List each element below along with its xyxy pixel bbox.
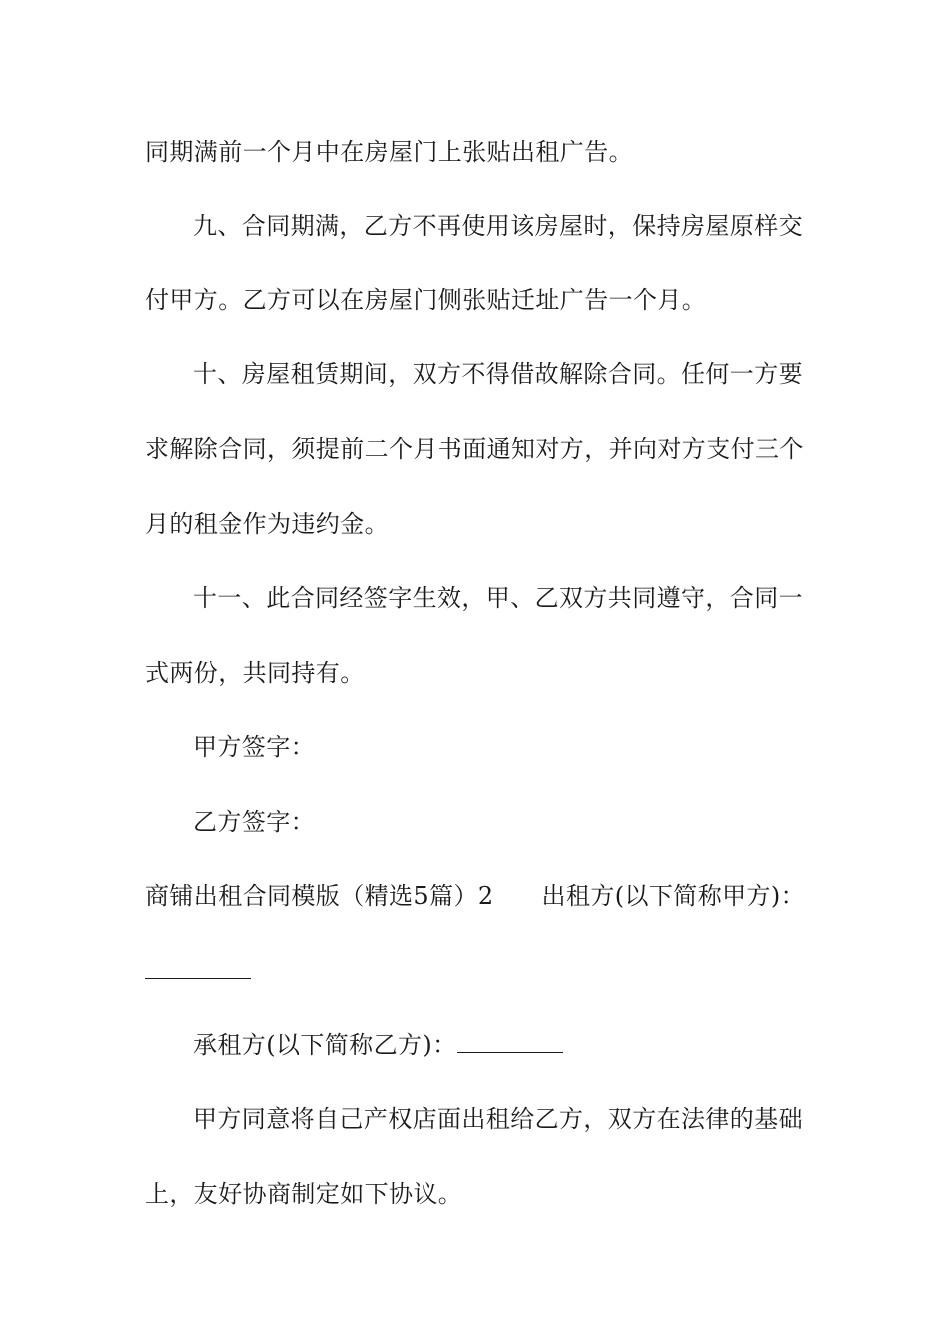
text-line: 同期满前一个月中在房屋门上张贴出租广告。 — [145, 138, 633, 166]
lessee-line — [193, 1030, 563, 1060]
lessee-label: 承租方(以下简称乙方)： — [193, 1031, 457, 1059]
clause-eleven-line-1: 十一、此合同经签字生效，甲、乙双方共同遵守，合同一 — [193, 584, 803, 612]
clause-nine-line-1: 九、合同期满，乙方不再使用该房屋时，保持房屋原样交 — [193, 212, 803, 240]
agreement-line-1: 甲方同意将自己产权店面出租给乙方，双方在法律的基础 — [193, 1105, 803, 1133]
clause-eleven-line-2: 式两份，共同持有。 — [145, 659, 365, 687]
clause-ten-line-1: 十、房屋租赁期间，双方不得借故解除合同。任何一方要 — [193, 360, 803, 388]
clause-ten-line-3: 月的租金作为违约金。 — [145, 510, 389, 538]
lessor-name-blank — [145, 958, 251, 979]
clause-ten-line-2: 求解除合同，须提前二个月书面通知对方，并向对方支付三个 — [145, 435, 804, 463]
clause-nine-line-2: 付甲方。乙方可以在房屋门侧张贴迁址广告一个月。 — [145, 286, 707, 314]
party-b-signature-label: 乙方签字： — [193, 808, 315, 836]
party-a-signature-label: 甲方签字： — [193, 733, 315, 761]
lessee-name-blank — [457, 1032, 563, 1053]
agreement-line-2: 上，友好协商制定如下协议。 — [145, 1180, 463, 1208]
lessor-blank-line — [145, 956, 251, 986]
lessor-label: 出租方(以下简称甲方)： — [541, 882, 806, 910]
section-heading-line — [145, 881, 805, 911]
section-heading: 商铺出租合同模版（精选5篇）2 — [145, 882, 494, 910]
